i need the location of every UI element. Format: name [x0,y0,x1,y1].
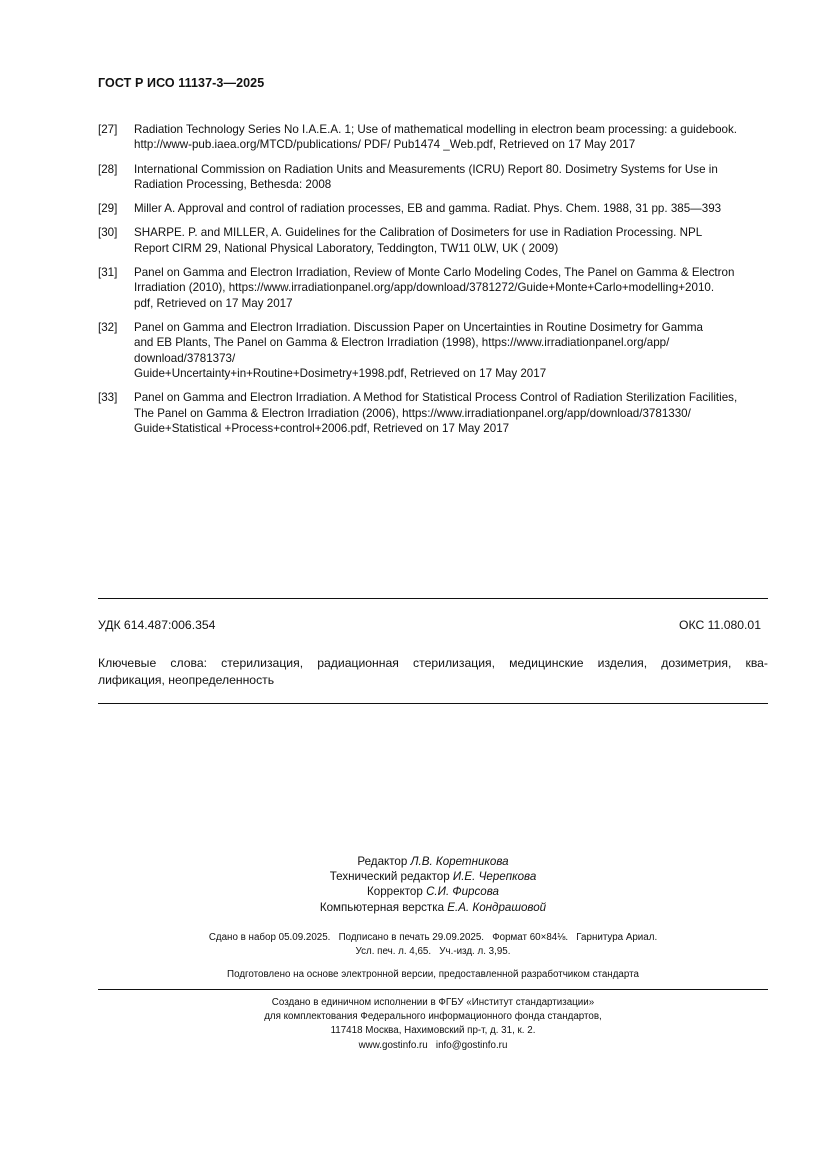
credit-name: Е.А. Кондрашовой [447,900,547,914]
imprint-block [98,931,768,959]
reference-line: http://www-pub.iaea.org/MTCD/publications/ PDF/ Pub1474 _Web.pdf, Retrieved on 17 May 2017 [134,138,636,152]
reference-line: Report CIRM 29, National Physical Laboratory, Teddington, TW11 0LW, UK ( 2009) [134,241,559,255]
credit-name: Л.В. Коретникова [410,855,509,868]
credit-name: С.И. Фирсова [426,885,499,899]
reference-item [98,320,768,382]
publisher-contacts: www.gostinfo.ru info@gostinfo.ru [358,1039,508,1051]
reference-line: SHARPE. P. and MILLER, A. Guidelines for the Calibration of Dosimeters for use in Radiation Processing. NPL [134,226,703,240]
reference-line: The Panel on Gamma & Electron Irradiation (2006), https://www.irradiationpanel.org/app/download/3781330/ [134,406,691,420]
reference-text [134,162,768,193]
oks-code: ОКС 11.080.01 [679,618,761,632]
reference-number: [33] [98,391,118,405]
reference-item [98,265,768,311]
publisher-line: Создано в единичном исполнении в ФГБУ «Институт стандартизации» [271,997,595,1008]
divider-line [98,598,768,599]
reference-text [134,201,768,216]
credit-editor [98,854,768,869]
credit-proofreader [98,884,768,899]
reference-line: Radiation Processing, Bethesda: 2008 [134,178,332,192]
reference-text [134,122,768,153]
imprint-line: Усл. печ. л. 4,65. Уч.-изд. л. 3,95. [355,946,511,957]
reference-text [134,225,768,256]
reference-line: Guide+Statistical +Process+control+2006.pdf, Retrieved on 17 May 2017 [134,422,510,436]
reference-item [98,162,768,193]
credit-role: Компьютерная верстка [319,900,445,914]
publisher-block [98,996,768,1053]
reference-number: [30] [98,226,118,240]
reference-item [98,201,768,216]
credit-name: И.Е. Черепкова [452,870,537,884]
reference-text [134,390,768,436]
reference-line: Panel on Gamma and Electron Irradiation. Discussion Paper on Uncertainties in Routine Dosimetry for Gamma [134,321,703,335]
reference-item [98,390,768,436]
reference-number: [29] [98,202,118,216]
reference-line: International Commission on Radiation Units and Measurements (ICRU) Report 80. Dosimetry Systems for Use in [134,162,718,176]
credit-role: Редактор [357,855,408,868]
divider-line [98,703,768,704]
reference-text [134,265,768,311]
divider-line [98,989,768,990]
imprint-line: Сдано в набор 05.09.2025. Подписано в печать 29.09.2025. Формат 60×84⅛. Гарнитура Ариал. [208,932,658,943]
credit-layout [98,900,768,915]
credit-role: Технический редактор [329,870,450,884]
reference-item [98,225,768,256]
keywords-line: лификация, неопределенность [98,673,275,687]
udc-code: УДК 614.487:006.354 [98,618,216,632]
reference-number: [32] [98,321,118,335]
credits-block [98,854,768,915]
reference-item [98,122,768,153]
credit-tech-editor [98,869,768,884]
publisher-line: 117418 Москва, Нахимовский пр-т, д. 31, к. 2. [330,1025,536,1037]
reference-line: pdf, Retrieved on 17 May 2017 [134,296,293,310]
reference-line: Radiation Technology Series No I.A.E.A. 1; Use of mathematical modelling in electron beam processing: a guidebook. [134,123,737,136]
publisher-line: для комплектования Федерального информационного фонда стандартов, [264,1011,602,1023]
reference-line: Guide+Uncertainty+in+Routine+Dosimetry+1998.pdf, Retrieved on 17 May 2017 [134,367,547,381]
keywords-block [98,655,768,689]
reference-line: Miller A. Approval and control of radiation processes, EB and gamma. Radiat. Phys. Chem. 1988, 31 pp. 385—393 [134,202,722,216]
reference-line: Irradiation (2010), https://www.irradiationpanel.org/app/download/3781272/Guide+Monte+Carlo+modelling+2010. [134,281,715,295]
bibliography-list [98,122,768,445]
prepared-note: Подготовлено на основе электронной версии, предоставленной разработчиком стандарта [227,969,639,980]
reference-number: [28] [98,162,118,176]
reference-line: Panel on Gamma and Electron Irradiation, Review of Monte Carlo Modeling Codes, The Panel on Gamma & Electron [134,266,735,280]
reference-number: [27] [98,123,118,136]
reference-number: [31] [98,266,118,280]
reference-line: Panel on Gamma and Electron Irradiation. A Method for Statistical Process Control of Radiation Sterilization Facilities, [134,391,738,405]
keywords-line: Ключевые слова: стерилизация, радиационная стерилизация, медицинские изделия, дозиметрия, ква- [98,656,768,670]
reference-text [134,320,768,382]
page-header-title: ГОСТ Р ИСО 11137-3—2025 [98,76,265,90]
credit-role: Корректор [367,885,423,899]
reference-line: download/3781373/ [134,351,236,365]
reference-line: and EB Plants, The Panel on Gamma & Electron Irradiation (1998), https://www.irradiationpanel.org/app/ [134,336,670,350]
